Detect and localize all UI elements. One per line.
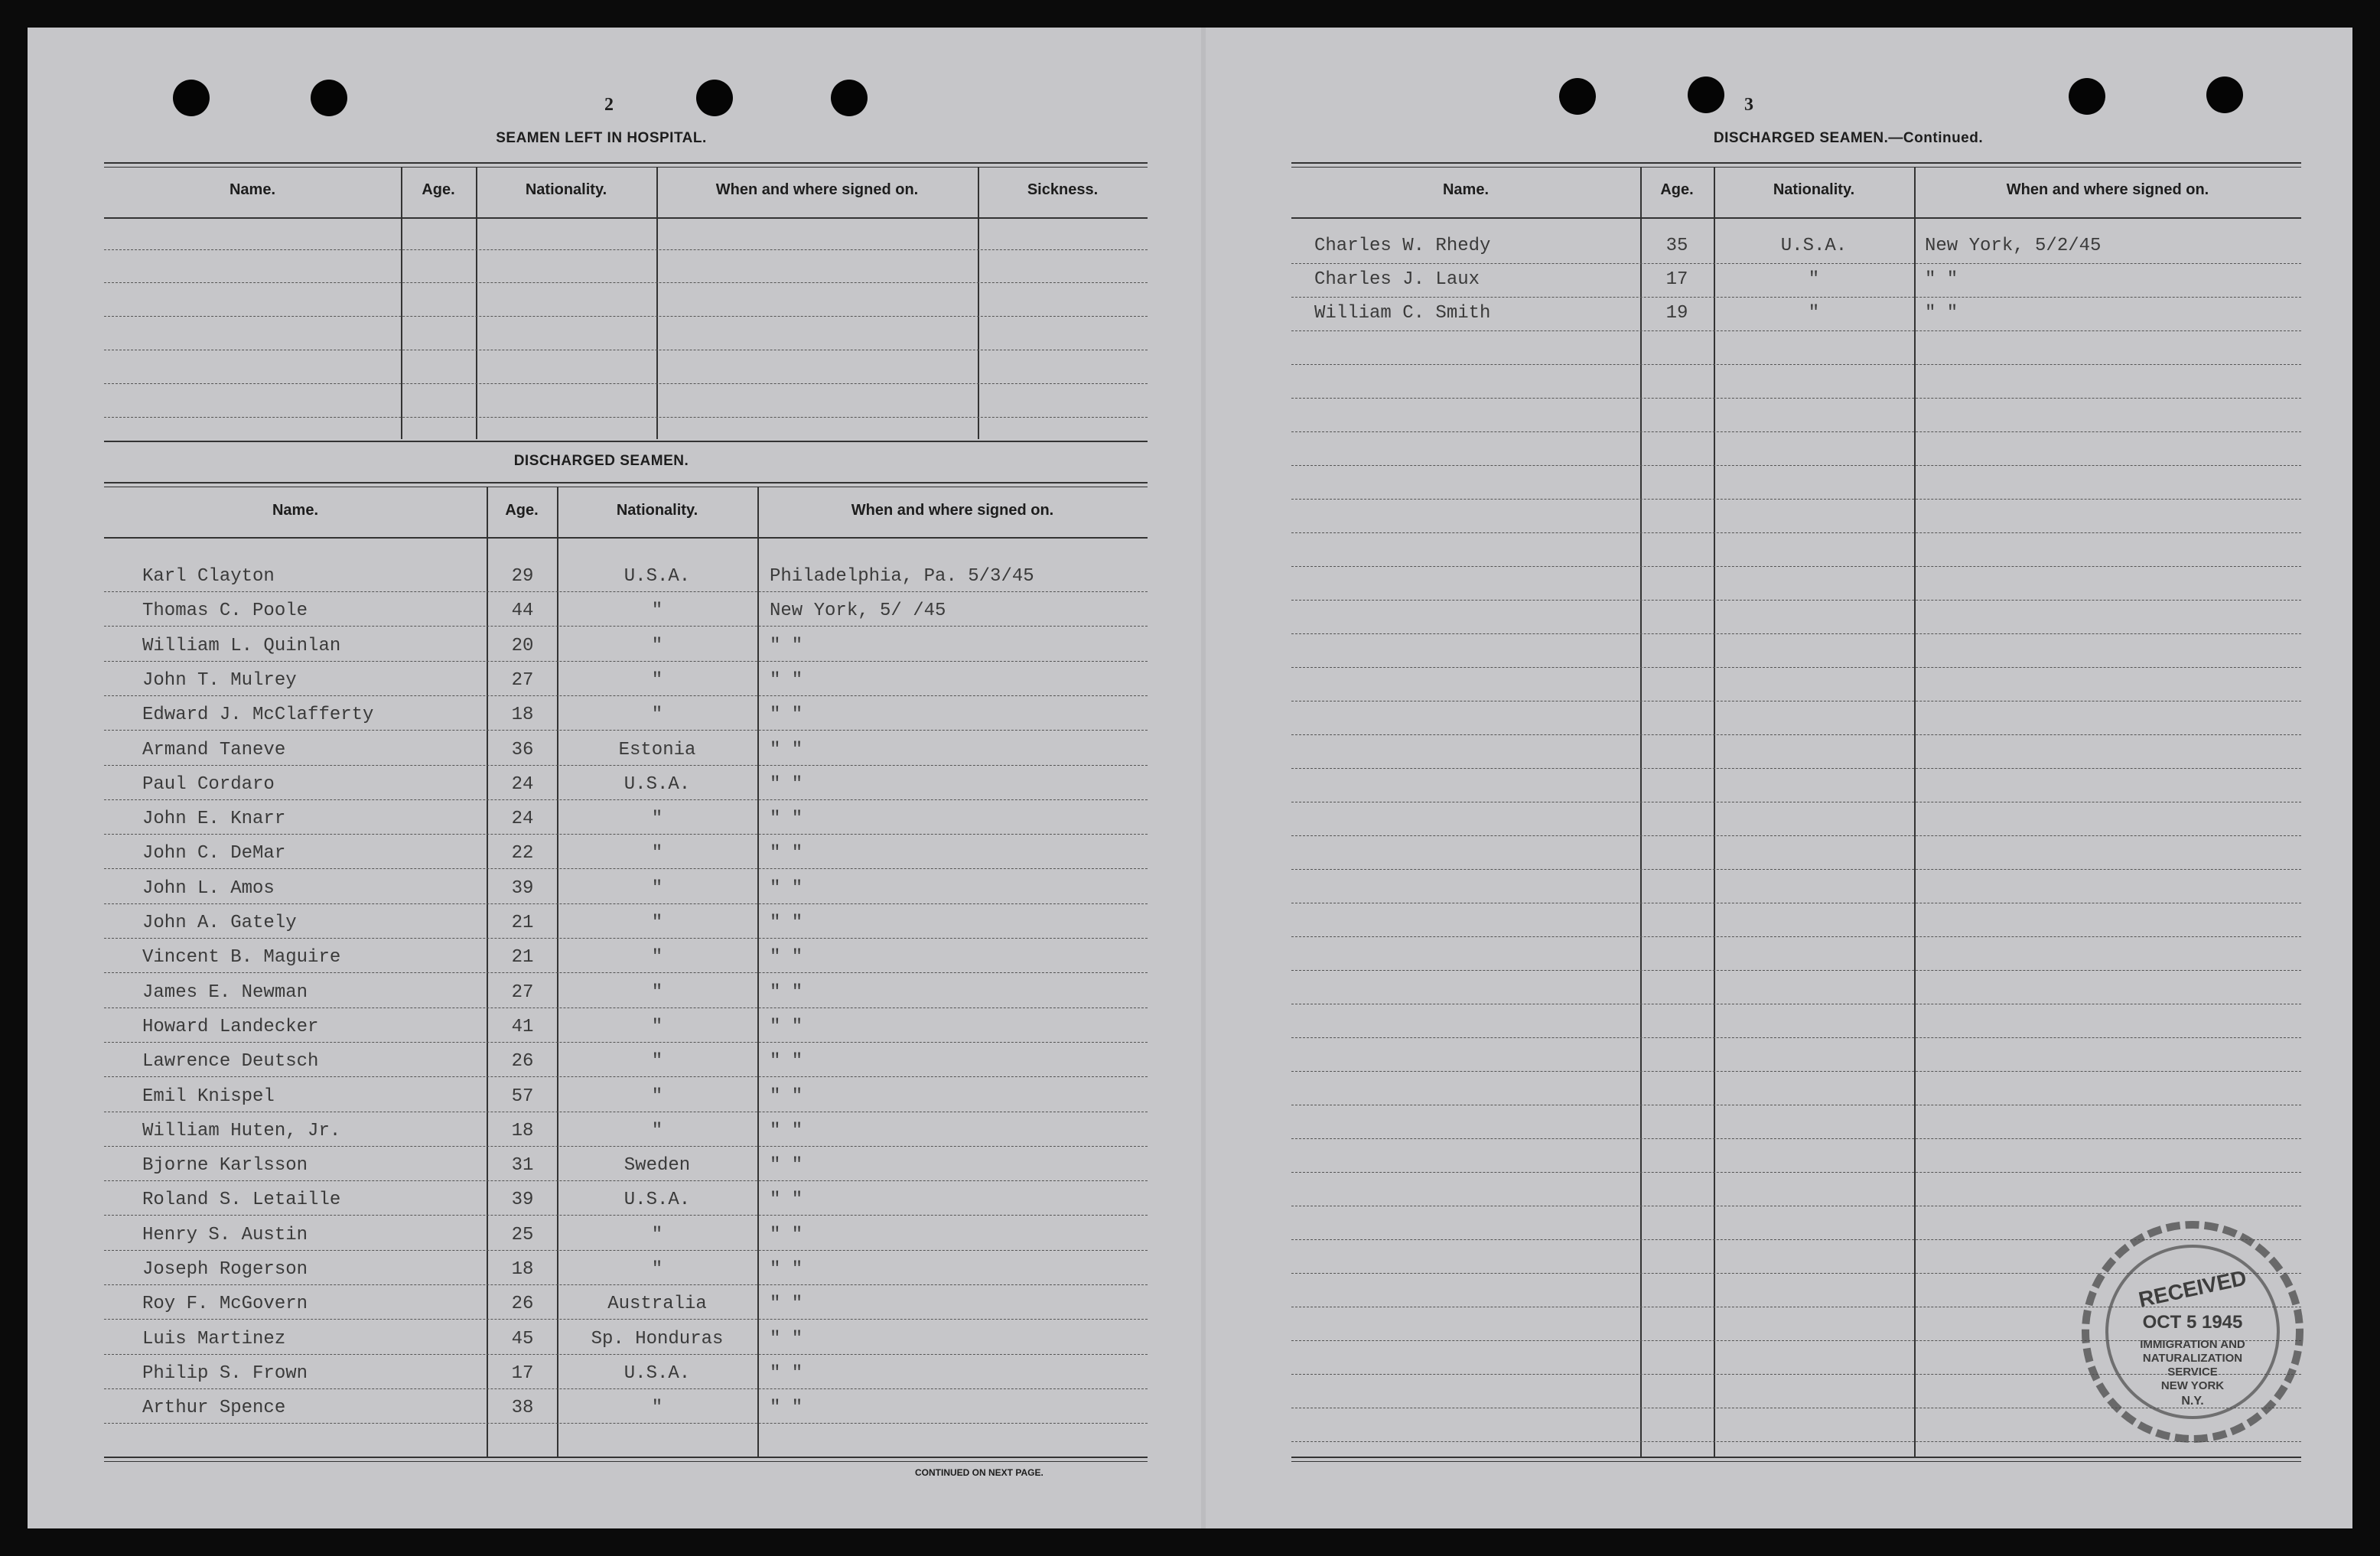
- rule: [1291, 1457, 2301, 1462]
- row-line: [104, 383, 1148, 384]
- continued-note: CONTINUED ON NEXT PAGE.: [915, 1467, 1043, 1478]
- seaman-name: Roland S. Letaille: [142, 1190, 341, 1210]
- column-divider: [1714, 167, 1715, 1458]
- column-divider: [476, 167, 477, 439]
- seaman-name: Arthur Spence: [142, 1398, 286, 1418]
- row-line: [104, 249, 1148, 250]
- row-line: [1291, 465, 2301, 466]
- seaman-signed-on: " ": [770, 740, 803, 760]
- seaman-age: 31: [511, 1155, 534, 1176]
- discharged-header-signed-on: When and where signed on.: [851, 502, 1054, 519]
- row-line: [1291, 1138, 2301, 1139]
- seaman-name: Charles W. Rhedy: [1314, 236, 1491, 256]
- row-line: [1291, 701, 2301, 702]
- seaman-signed-on: New York, 5/2/45: [1925, 236, 2102, 256]
- document-spread: [28, 28, 2352, 1528]
- row-line: [104, 1180, 1148, 1181]
- seaman-age: 22: [511, 843, 534, 864]
- seaman-signed-on: New York, 5/ /45: [770, 601, 946, 621]
- stamp-line5: NEW YORK: [2160, 1379, 2225, 1392]
- row-line: [104, 903, 1148, 904]
- row-line: [104, 730, 1148, 731]
- row-line: [104, 661, 1148, 662]
- row-line: [1291, 364, 2301, 365]
- seaman-nationality: U.S.A.: [1780, 236, 1848, 256]
- hospital-header-signed-on: When and where signed on.: [715, 181, 919, 198]
- seaman-nationality: ": [651, 982, 663, 1003]
- seaman-nationality: U.S.A.: [623, 1190, 691, 1210]
- row-line: [1291, 431, 2301, 432]
- discharged-continued-title: DISCHARGED SEAMEN.—Continued.: [1713, 130, 1984, 146]
- column-divider: [978, 167, 979, 439]
- hospital-header-nationality: Nationality.: [525, 181, 607, 198]
- right-header-signed-on: When and where signed on.: [2006, 181, 2209, 198]
- row-line: [104, 1284, 1148, 1285]
- page-number: 2: [604, 95, 614, 115]
- rule: [104, 217, 1148, 219]
- seaman-signed-on: " ": [770, 705, 803, 725]
- seaman-age: 45: [511, 1329, 534, 1349]
- seaman-name: Vincent B. Maguire: [142, 947, 341, 968]
- seaman-signed-on: " ": [770, 913, 803, 933]
- seaman-nationality: ": [651, 843, 663, 864]
- seaman-signed-on: " ": [770, 982, 803, 1003]
- seaman-signed-on: " ": [770, 947, 803, 968]
- seaman-name: Joseph Rogerson: [142, 1259, 308, 1280]
- seaman-signed-on: " ": [770, 1121, 803, 1141]
- seaman-nationality: ": [651, 1017, 663, 1037]
- seaman-name: William L. Quinlan: [142, 636, 341, 656]
- seaman-age: 21: [511, 913, 534, 933]
- seaman-name: Paul Cordaro: [142, 774, 275, 795]
- discharged-header-nationality: Nationality.: [616, 502, 698, 519]
- stamp-line4: SERVICE: [2167, 1366, 2218, 1379]
- stamp-line3: NATURALIZATION: [2142, 1352, 2243, 1365]
- seaman-nationality: U.S.A.: [623, 1363, 691, 1384]
- row-line: [1291, 667, 2301, 668]
- row-line: [1291, 734, 2301, 735]
- seaman-nationality: Sweden: [623, 1155, 691, 1176]
- seaman-age: 24: [511, 774, 534, 795]
- rule: [104, 537, 1148, 539]
- row-line: [1291, 633, 2301, 634]
- row-line: [104, 1215, 1148, 1216]
- row-line: [1291, 499, 2301, 500]
- seaman-nationality: ": [651, 601, 663, 621]
- seaman-name: Karl Clayton: [142, 566, 275, 587]
- row-line: [1291, 869, 2301, 870]
- seaman-signed-on: " ": [770, 1051, 803, 1072]
- seaman-age: 26: [511, 1294, 534, 1314]
- seaman-name: Emil Knispel: [142, 1086, 275, 1107]
- row-line: [104, 1354, 1148, 1355]
- row-line: [1291, 566, 2301, 567]
- discharged-section-title: DISCHARGED SEAMEN.: [513, 453, 689, 469]
- row-line: [104, 765, 1148, 766]
- seaman-nationality: ": [1808, 303, 1820, 324]
- discharged-header-name: Name.: [272, 502, 319, 519]
- row-line: [1291, 398, 2301, 399]
- row-line: [104, 1042, 1148, 1043]
- seaman-signed-on: " ": [770, 1329, 803, 1349]
- row-line: [104, 1388, 1148, 1389]
- hospital-header-age: Age.: [422, 181, 455, 198]
- hospital-header-name: Name.: [229, 181, 276, 198]
- row-line: [104, 1007, 1148, 1008]
- rule: [1291, 217, 2301, 219]
- seaman-age: 35: [1665, 236, 1688, 256]
- stamp-line6: N.Y.: [2181, 1395, 2204, 1408]
- seaman-age: 26: [511, 1051, 534, 1072]
- column-divider: [656, 167, 658, 439]
- seaman-signed-on: " ": [770, 1086, 803, 1107]
- seaman-nationality: ": [1808, 269, 1820, 290]
- seaman-age: 39: [511, 878, 534, 899]
- seaman-age: 24: [511, 809, 534, 829]
- rule: [1291, 162, 2301, 168]
- seaman-name: John L. Amos: [142, 878, 275, 899]
- seaman-age: 21: [511, 947, 534, 968]
- seaman-name: John T. Mulrey: [142, 670, 297, 691]
- seaman-name: Roy F. McGovern: [142, 1294, 308, 1314]
- seaman-name: Charles J. Laux: [1314, 269, 1480, 290]
- column-divider: [401, 167, 402, 439]
- seaman-name: Henry S. Austin: [142, 1225, 308, 1245]
- row-line: [104, 834, 1148, 835]
- row-line: [1291, 263, 2301, 264]
- seaman-age: 17: [511, 1363, 534, 1384]
- seaman-nationality: ": [651, 1121, 663, 1141]
- seaman-name: Luis Martinez: [142, 1329, 286, 1349]
- seaman-name: Armand Taneve: [142, 740, 286, 760]
- row-line: [104, 938, 1148, 939]
- row-line: [104, 695, 1148, 696]
- seaman-age: 20: [511, 636, 534, 656]
- row-line: [1291, 1071, 2301, 1072]
- seaman-signed-on: " ": [770, 1259, 803, 1280]
- row-line: [1291, 768, 2301, 769]
- seaman-signed-on: " ": [770, 809, 803, 829]
- seaman-signed-on: " ": [770, 1190, 803, 1210]
- seaman-age: 27: [511, 670, 534, 691]
- seaman-name: Howard Landecker: [142, 1017, 319, 1037]
- row-line: [1291, 970, 2301, 971]
- seaman-signed-on: " ": [1925, 303, 1958, 324]
- row-line: [104, 417, 1148, 418]
- seaman-name: William C. Smith: [1314, 303, 1491, 324]
- row-line: [1291, 1172, 2301, 1173]
- seaman-nationality: ": [651, 636, 663, 656]
- seaman-age: 41: [511, 1017, 534, 1037]
- row-line: [104, 282, 1148, 283]
- seaman-signed-on: " ": [770, 1155, 803, 1176]
- row-line: [104, 868, 1148, 869]
- seaman-signed-on: " ": [770, 1363, 803, 1384]
- seaman-nationality: ": [651, 913, 663, 933]
- row-line: [104, 316, 1148, 317]
- seaman-signed-on: " ": [770, 1294, 803, 1314]
- seaman-nationality: ": [651, 1259, 663, 1280]
- row-line: [1291, 600, 2301, 601]
- seaman-nationality: Australia: [607, 1294, 707, 1314]
- seaman-nationality: ": [651, 1086, 663, 1107]
- row-line: [104, 1423, 1148, 1424]
- row-line: [1291, 330, 2301, 331]
- seaman-age: 18: [511, 705, 534, 725]
- seaman-nationality: U.S.A.: [623, 774, 691, 795]
- row-line: [104, 1250, 1148, 1251]
- seaman-age: 29: [511, 566, 534, 587]
- seaman-name: John E. Knarr: [142, 809, 286, 829]
- seaman-age: 44: [511, 601, 534, 621]
- seaman-age: 27: [511, 982, 534, 1003]
- seaman-age: 17: [1665, 269, 1688, 290]
- left-page: [28, 28, 1201, 1528]
- seaman-age: 18: [511, 1259, 534, 1280]
- seaman-name: John A. Gately: [142, 913, 297, 933]
- seaman-nationality: ": [651, 705, 663, 725]
- row-line: [1291, 936, 2301, 937]
- seaman-name: John C. DeMar: [142, 843, 286, 864]
- seaman-signed-on: " ": [770, 636, 803, 656]
- stamp-date: OCT 5 1945: [2142, 1312, 2243, 1333]
- seaman-nationality: ": [651, 670, 663, 691]
- seaman-age: 25: [511, 1225, 534, 1245]
- seaman-name: Lawrence Deutsch: [142, 1051, 319, 1072]
- row-line: [104, 972, 1148, 973]
- right-header-nationality: Nationality.: [1773, 181, 1855, 198]
- seaman-name: Thomas C. Poole: [142, 601, 308, 621]
- seaman-signed-on: " ": [770, 878, 803, 899]
- seaman-signed-on: " ": [770, 1017, 803, 1037]
- seaman-signed-on: Philadelphia, Pa. 5/3/45: [770, 566, 1034, 587]
- right-header-age: Age.: [1660, 181, 1694, 198]
- hospital-header-sickness: Sickness.: [1027, 181, 1099, 198]
- seaman-signed-on: " ": [770, 843, 803, 864]
- seaman-nationality: ": [651, 947, 663, 968]
- seaman-signed-on: " ": [770, 670, 803, 691]
- seaman-age: 19: [1665, 303, 1688, 324]
- seaman-nationality: ": [651, 1398, 663, 1418]
- row-line: [104, 799, 1148, 800]
- seaman-signed-on: " ": [770, 774, 803, 795]
- seaman-name: James E. Newman: [142, 982, 308, 1003]
- row-line: [104, 1076, 1148, 1077]
- row-line: [104, 1319, 1148, 1320]
- seaman-name: Bjorne Karlsson: [142, 1155, 308, 1176]
- seaman-age: 18: [511, 1121, 534, 1141]
- row-line: [1291, 835, 2301, 836]
- discharged-header-age: Age.: [505, 502, 539, 519]
- right-header-name: Name.: [1442, 181, 1490, 198]
- row-line: [104, 1146, 1148, 1147]
- seaman-age: 36: [511, 740, 534, 760]
- row-line: [104, 591, 1148, 592]
- seaman-name: Philip S. Frown: [142, 1363, 308, 1384]
- page-number: 3: [1744, 95, 1753, 115]
- stamp-line2: IMMIGRATION AND: [2140, 1338, 2245, 1351]
- seaman-nationality: ": [651, 878, 663, 899]
- stamp-received: RECEIVED: [2136, 1265, 2249, 1312]
- seaman-nationality: ": [651, 1051, 663, 1072]
- rule: [104, 441, 1148, 442]
- received-stamp: [2078, 1217, 2307, 1447]
- seaman-age: 39: [511, 1190, 534, 1210]
- row-line: [1291, 532, 2301, 533]
- rule: [104, 482, 1148, 487]
- row-line: [1291, 297, 2301, 298]
- rule: [104, 1457, 1148, 1462]
- row-line: [104, 626, 1148, 627]
- seaman-nationality: Sp. Honduras: [591, 1329, 724, 1349]
- column-divider: [1914, 167, 1916, 1458]
- seaman-nationality: U.S.A.: [623, 566, 691, 587]
- rule: [104, 162, 1148, 168]
- seaman-age: 38: [511, 1398, 534, 1418]
- seaman-nationality: ": [651, 1225, 663, 1245]
- seaman-signed-on: " ": [770, 1225, 803, 1245]
- seaman-name: William Huten, Jr.: [142, 1121, 341, 1141]
- seaman-age: 57: [511, 1086, 534, 1107]
- seaman-nationality: Estonia: [618, 740, 696, 760]
- row-line: [1291, 1037, 2301, 1038]
- seaman-nationality: ": [651, 809, 663, 829]
- seaman-signed-on: " ": [1925, 269, 1958, 290]
- column-divider: [1640, 167, 1642, 1458]
- hospital-section-title: SEAMEN LEFT IN HOSPITAL.: [496, 130, 707, 146]
- seaman-name: Edward J. McClafferty: [142, 705, 374, 725]
- seaman-signed-on: " ": [770, 1398, 803, 1418]
